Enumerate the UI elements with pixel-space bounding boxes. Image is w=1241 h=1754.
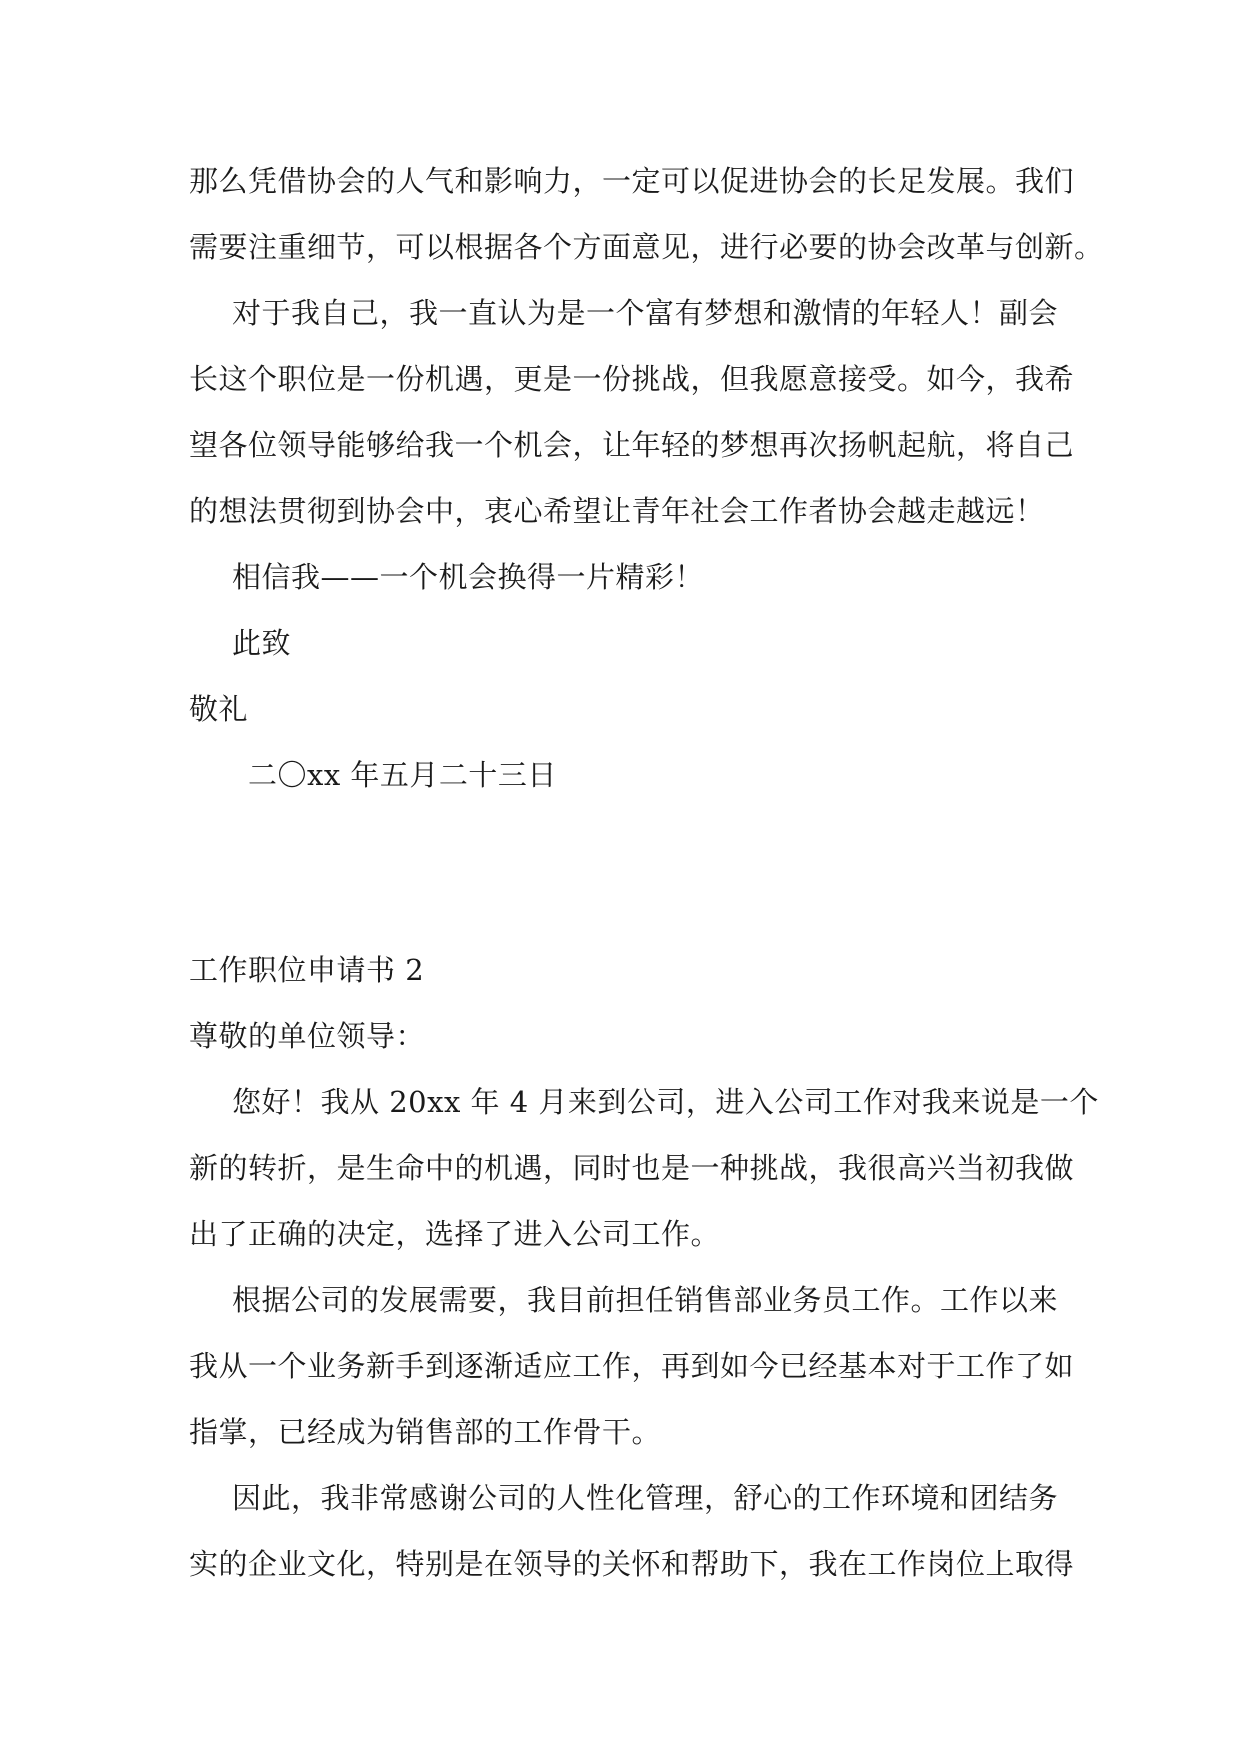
paragraph-line: 望各位领导能够给我一个机会，让年轻的梦想再次扬帆起航，将自己 xyxy=(189,428,1075,462)
closing-salutation: 此致 xyxy=(232,626,292,660)
letter-date: 二〇xx 年五月二十三日 xyxy=(248,758,557,792)
paragraph-line: 相信我——一个机会换得一片精彩！ xyxy=(232,560,705,594)
paragraph-line: 出了正确的决定，选择了进入公司工作。 xyxy=(189,1217,721,1251)
paragraph-line: 那么凭借协会的人气和影响力，一定可以促进协会的长足发展。我们 xyxy=(189,164,1075,198)
paragraph-line: 实的企业文化，特别是在领导的关怀和帮助下，我在工作岗位上取得 xyxy=(189,1547,1075,1581)
paragraph-line: 需要注重细节，可以根据各个方面意见，进行必要的协会改革与创新。 xyxy=(189,230,1104,264)
paragraph-line: 我从一个业务新手到逐渐适应工作，再到如今已经基本对于工作了如 xyxy=(189,1349,1075,1383)
paragraph-line: 您好！我从 20xx 年 4 月来到公司，进入公司工作对我来说是一个 xyxy=(232,1085,1099,1119)
paragraph-line: 对于我自己，我一直认为是一个富有梦想和激情的年轻人！副会 xyxy=(232,296,1059,330)
closing-regards: 敬礼 xyxy=(189,692,249,726)
paragraph-line: 指掌，已经成为销售部的工作骨干。 xyxy=(189,1415,662,1449)
paragraph-line: 长这个职位是一份机遇，更是一份挑战，但我愿意接受。如今，我希 xyxy=(189,362,1075,396)
paragraph-line: 新的转折，是生命中的机遇，同时也是一种挑战，我很高兴当初我做 xyxy=(189,1151,1075,1185)
section-title: 工作职位申请书 2 xyxy=(189,953,425,987)
paragraph-line: 根据公司的发展需要，我目前担任销售部业务员工作。工作以来 xyxy=(232,1283,1059,1317)
paragraph-line: 因此，我非常感谢公司的人性化管理，舒心的工作环境和团结务 xyxy=(232,1481,1059,1515)
greeting: 尊敬的单位领导： xyxy=(189,1019,426,1053)
paragraph-line: 的想法贯彻到协会中，衷心希望让青年社会工作者协会越走越远！ xyxy=(189,494,1045,528)
